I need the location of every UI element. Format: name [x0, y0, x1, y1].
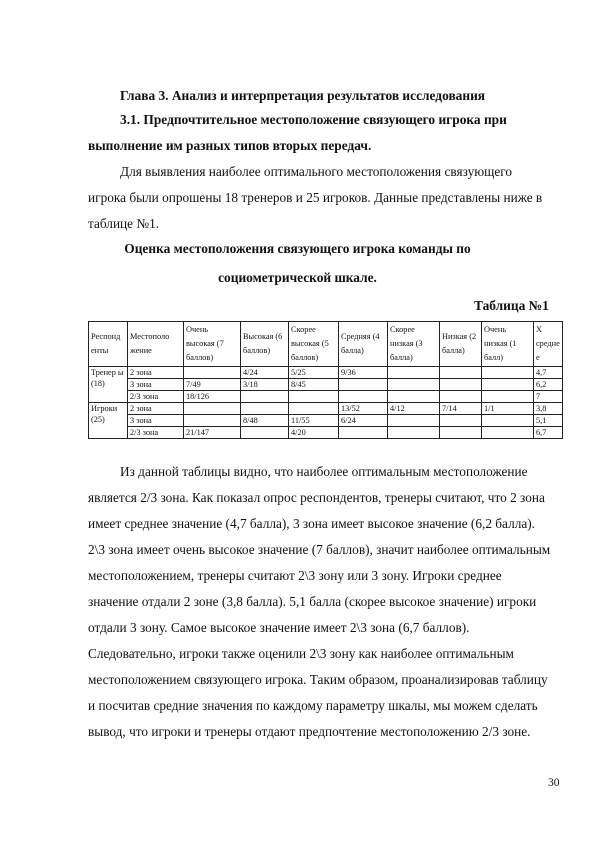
- table-cell: [289, 391, 339, 403]
- page-number: 30: [548, 777, 560, 789]
- conclusion-line: местоположением, тренеры считают 2\3 зону или 3 зону. Игроки среднее: [88, 568, 502, 583]
- conclusion-line: имеет среднее значение (4,7 балла), 3 зона имеет высокое значение (6,2 балла).: [88, 516, 536, 531]
- table-cell: [241, 403, 289, 415]
- conclusion-line: местоположением связующего игрока. Таким образом, проанализировав таблицу: [88, 672, 548, 687]
- section-title-line-2: выполнение им разных типов вторых передач.: [88, 138, 372, 153]
- intro-line: таблице №1.: [88, 216, 160, 231]
- section-title-line-1: 3.1. Предпочтительное местоположение связующего игрока при: [120, 112, 507, 127]
- table-cell: 3 зона: [128, 379, 184, 391]
- table-row: [89, 367, 563, 379]
- table-cell: 8/48: [241, 415, 289, 427]
- header-cell: Средняя (4 балла): [339, 322, 388, 367]
- table-cell: [388, 379, 440, 391]
- table-cell: [339, 391, 388, 403]
- results-table: [88, 321, 563, 439]
- header-cell: Высокая (6 баллов): [241, 322, 289, 367]
- table-cell: [388, 391, 440, 403]
- table-cell: [440, 391, 482, 403]
- table-cell: [388, 427, 440, 439]
- table-cell: 2/3 зона: [128, 427, 184, 439]
- table-cell: [482, 367, 534, 379]
- table-cell: [339, 427, 388, 439]
- table-cell: [440, 427, 482, 439]
- table-header-row: [89, 322, 563, 367]
- table-cell: 7/49: [184, 379, 241, 391]
- table-row: [89, 391, 563, 403]
- table-cell: [241, 391, 289, 403]
- table-caption-line-1: Оценка местоположения связующего игрока команды по: [124, 241, 471, 256]
- table-cell: 3 зона: [128, 415, 184, 427]
- header-cell: Местополо жение: [128, 322, 184, 367]
- header-cell: Скорее высокая (5 баллов): [289, 322, 339, 367]
- table-row: [89, 415, 563, 427]
- table-cell: 4/20: [289, 427, 339, 439]
- conclusion-line: отдали 3 зону. Самое высокое значение имеет 2\3 зона (6,7 баллов).: [88, 620, 470, 635]
- intro-line: игрока были опрошены 18 тренеров и 25 игроков. Данные представлены ниже в: [88, 190, 543, 205]
- intro-line: Для выявления наиболее оптимального местоположения связующего: [120, 164, 513, 179]
- conclusion-line: и посчитав средние значения по каждому параметру шкалы, мы можем сделать: [88, 698, 538, 713]
- table-cell: 11/55: [289, 415, 339, 427]
- conclusion-line: Из данной таблицы видно, что наиболее оптимальным местоположение: [120, 464, 528, 479]
- table-cell: 7/14: [440, 403, 482, 415]
- conclusion-line: значение отдали 2 зоне (3,8 балла). 5,1 балла (скорее высокое значение) игроки: [88, 594, 537, 609]
- respondent-cell: Игроки (25): [89, 403, 128, 439]
- table-caption-line-2: социометрической шкале.: [218, 270, 377, 285]
- table-cell: 9/36: [339, 367, 388, 379]
- table-cell: 3/18: [241, 379, 289, 391]
- table-cell: [184, 403, 241, 415]
- header-cell: Очень низкая (1 балл): [482, 322, 534, 367]
- header-cell: Скорее низкая (3 балла): [388, 322, 440, 367]
- header-cell: Низкая (2 балла): [440, 322, 482, 367]
- table-cell: 21/147: [184, 427, 241, 439]
- table-cell: [184, 367, 241, 379]
- table-cell: 6/24: [339, 415, 388, 427]
- table-cell: [241, 427, 289, 439]
- table-cell: [482, 427, 534, 439]
- table-cell: 6,7: [534, 427, 563, 439]
- table-cell: 7: [534, 391, 563, 403]
- table-label: Таблица №1: [474, 298, 549, 313]
- table-cell: 13/52: [339, 403, 388, 415]
- table-cell: 2 зона: [128, 403, 184, 415]
- table-cell: [388, 367, 440, 379]
- table-cell: 6,2: [534, 379, 563, 391]
- table-cell: [482, 415, 534, 427]
- table-cell: 8/45: [289, 379, 339, 391]
- table-row: [89, 427, 563, 439]
- header-cell: X средне е: [534, 322, 563, 367]
- table-cell: 4/24: [241, 367, 289, 379]
- table-cell: 1/1: [482, 403, 534, 415]
- conclusion-line: 2\3 зона имеет очень высокое значение (7 баллов), значит наиболее оптимальным: [88, 542, 551, 557]
- table-cell: [440, 379, 482, 391]
- table-cell: 5/25: [289, 367, 339, 379]
- chapter-title: Глава 3. Анализ и интерпретация результатов исследования: [120, 88, 486, 103]
- header-cell: Респонд енты: [89, 322, 128, 367]
- table-cell: 4/12: [388, 403, 440, 415]
- table-row: [89, 379, 563, 391]
- respondent-cell: Тренер ы (18): [89, 367, 128, 403]
- table-cell: [440, 415, 482, 427]
- header-cell: Очень высокая (7 баллов): [184, 322, 241, 367]
- table-cell: 2 зона: [128, 367, 184, 379]
- table-cell: 4,7: [534, 367, 563, 379]
- table-cell: [388, 415, 440, 427]
- table-cell: [482, 391, 534, 403]
- table-cell: 18/126: [184, 391, 241, 403]
- table-cell: [440, 367, 482, 379]
- table-cell: [482, 379, 534, 391]
- conclusion-line: Следовательно, игроки также оценили 2\3 зону как наиболее оптимальным: [88, 646, 514, 661]
- table-cell: 2/3 зона: [128, 391, 184, 403]
- table-cell: [184, 415, 241, 427]
- conclusion-line: является 2/3 зона. Как показал опрос респондентов, тренеры считают, что 2 зона: [88, 490, 545, 505]
- table-cell: 5,1: [534, 415, 563, 427]
- conclusion-line: вывод, что игроки и тренеры отдают предпочтение местоположению 2/3 зоне.: [88, 724, 531, 739]
- table-cell: [289, 403, 339, 415]
- table-cell: [339, 379, 388, 391]
- table-cell: 3,8: [534, 403, 563, 415]
- table-row: [89, 403, 563, 415]
